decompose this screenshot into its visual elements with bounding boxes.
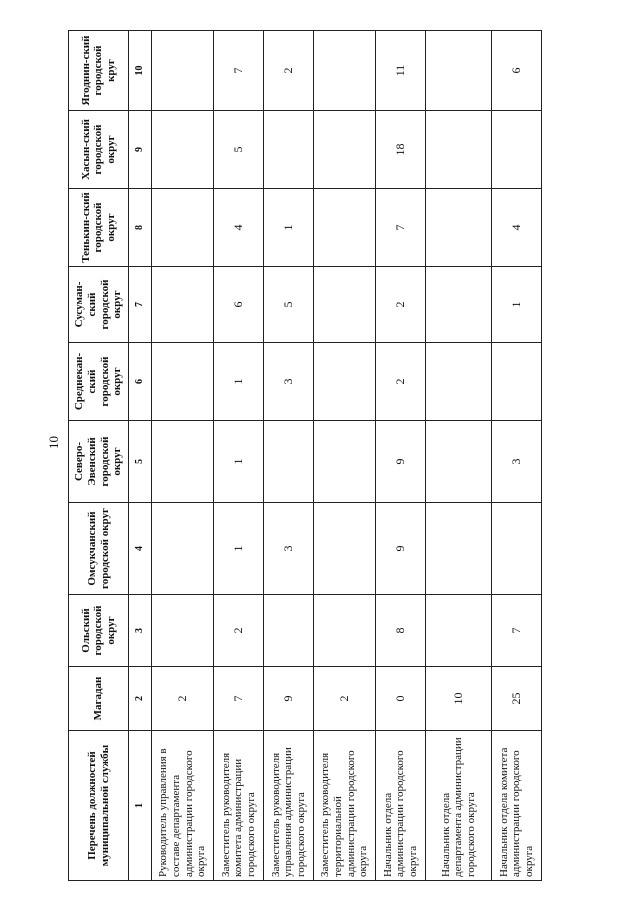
column-number: 8 xyxy=(129,189,152,267)
positions-table xyxy=(68,30,542,881)
header-cell: Ольский городской округ xyxy=(69,595,129,667)
table-row xyxy=(214,31,264,881)
position-cell: Начальник отдела администрации городского округа xyxy=(376,731,426,881)
value-cell xyxy=(426,595,492,667)
column-number: 5 xyxy=(129,421,152,503)
value-cell: 2 xyxy=(376,343,426,421)
position-cell: Заместитель руководителя территориальной администрации городского округа xyxy=(314,731,376,881)
table-row xyxy=(314,31,376,881)
position-cell: Начальник отдела департамента администрации городского округа xyxy=(426,731,492,881)
value-cell xyxy=(152,267,214,343)
page-number: 10 xyxy=(46,436,61,449)
value-cell: 3 xyxy=(264,343,314,421)
position-cell: Заместитель руководителя комитета администрации городского округа xyxy=(214,731,264,881)
value-cell: 1 xyxy=(214,503,264,595)
position-cell: Заместитель руководителя управления администрации городского округа xyxy=(264,731,314,881)
header-cell: Магадан xyxy=(69,667,129,731)
value-cell: 5 xyxy=(264,267,314,343)
header-cell: Тенькин-ский городской округ xyxy=(69,189,129,267)
value-cell xyxy=(314,31,376,111)
header-cell: Сусуман-ский городской округ xyxy=(69,267,129,343)
value-cell xyxy=(152,31,214,111)
value-cell: 7 xyxy=(492,595,542,667)
value-cell xyxy=(314,111,376,189)
value-cell xyxy=(152,595,214,667)
value-cell xyxy=(426,503,492,595)
value-cell xyxy=(314,421,376,503)
value-cell: 4 xyxy=(214,189,264,267)
value-cell xyxy=(152,343,214,421)
value-cell: 3 xyxy=(264,503,314,595)
value-cell: 18 xyxy=(376,111,426,189)
value-cell: 7 xyxy=(214,667,264,731)
value-cell xyxy=(314,267,376,343)
value-cell xyxy=(492,343,542,421)
value-cell: 1 xyxy=(492,267,542,343)
column-number: 10 xyxy=(129,31,152,111)
value-cell: 6 xyxy=(492,31,542,111)
column-number: 3 xyxy=(129,595,152,667)
value-cell: 10 xyxy=(426,667,492,731)
value-cell: 6 xyxy=(214,267,264,343)
value-cell: 1 xyxy=(214,421,264,503)
value-cell: 5 xyxy=(214,111,264,189)
value-cell xyxy=(426,343,492,421)
value-cell xyxy=(314,503,376,595)
value-cell: 1 xyxy=(214,343,264,421)
position-cell: Начальник отдела комитета администрации городского округа xyxy=(492,731,542,881)
header-cell: Перечень должностей муниципальной службы xyxy=(69,731,129,881)
value-cell xyxy=(492,503,542,595)
column-number-row xyxy=(129,31,152,881)
value-cell xyxy=(152,421,214,503)
header-cell: Ягоднин-ский городской круг xyxy=(69,31,129,111)
value-cell xyxy=(264,595,314,667)
value-cell xyxy=(264,421,314,503)
value-cell: 2 xyxy=(214,595,264,667)
value-cell: 2 xyxy=(264,31,314,111)
value-cell: 9 xyxy=(376,421,426,503)
value-cell: 3 xyxy=(492,421,542,503)
value-cell: 2 xyxy=(376,267,426,343)
value-cell xyxy=(492,111,542,189)
header-cell: Северо-Эвенский городской округ xyxy=(69,421,129,503)
position-cell: Руководитель управления в составе департамента администрации городского округа xyxy=(152,731,214,881)
value-cell: 2 xyxy=(314,667,376,731)
value-cell: 25 xyxy=(492,667,542,731)
value-cell xyxy=(152,503,214,595)
value-cell xyxy=(152,189,214,267)
value-cell xyxy=(314,189,376,267)
value-cell: 8 xyxy=(376,595,426,667)
column-number: 1 xyxy=(129,731,152,881)
value-cell xyxy=(426,421,492,503)
header-cell: Хасын-ский городской округ xyxy=(69,111,129,189)
value-cell xyxy=(426,267,492,343)
table-row xyxy=(264,31,314,881)
header-cell: Омсукчанский городской округ xyxy=(69,503,129,595)
column-number: 2 xyxy=(129,667,152,731)
value-cell: 9 xyxy=(264,667,314,731)
column-number: 9 xyxy=(129,111,152,189)
value-cell xyxy=(314,343,376,421)
header-cell: Среднекан-ский городской округ xyxy=(69,343,129,421)
value-cell xyxy=(426,111,492,189)
table-row xyxy=(376,31,426,881)
rotated-table-wrapper xyxy=(68,31,578,881)
column-number: 4 xyxy=(129,503,152,595)
value-cell: 9 xyxy=(376,503,426,595)
value-cell xyxy=(264,111,314,189)
header-row xyxy=(69,31,129,881)
value-cell xyxy=(426,31,492,111)
value-cell: 7 xyxy=(214,31,264,111)
value-cell xyxy=(152,111,214,189)
table-row xyxy=(426,31,492,881)
column-number: 6 xyxy=(129,343,152,421)
value-cell: 0 xyxy=(376,667,426,731)
column-number: 7 xyxy=(129,267,152,343)
table-row xyxy=(492,31,542,881)
value-cell: 7 xyxy=(376,189,426,267)
value-cell xyxy=(426,189,492,267)
value-cell: 4 xyxy=(492,189,542,267)
value-cell: 2 xyxy=(152,667,214,731)
value-cell: 1 xyxy=(264,189,314,267)
table-row xyxy=(152,31,214,881)
value-cell xyxy=(314,595,376,667)
value-cell: 11 xyxy=(376,31,426,111)
